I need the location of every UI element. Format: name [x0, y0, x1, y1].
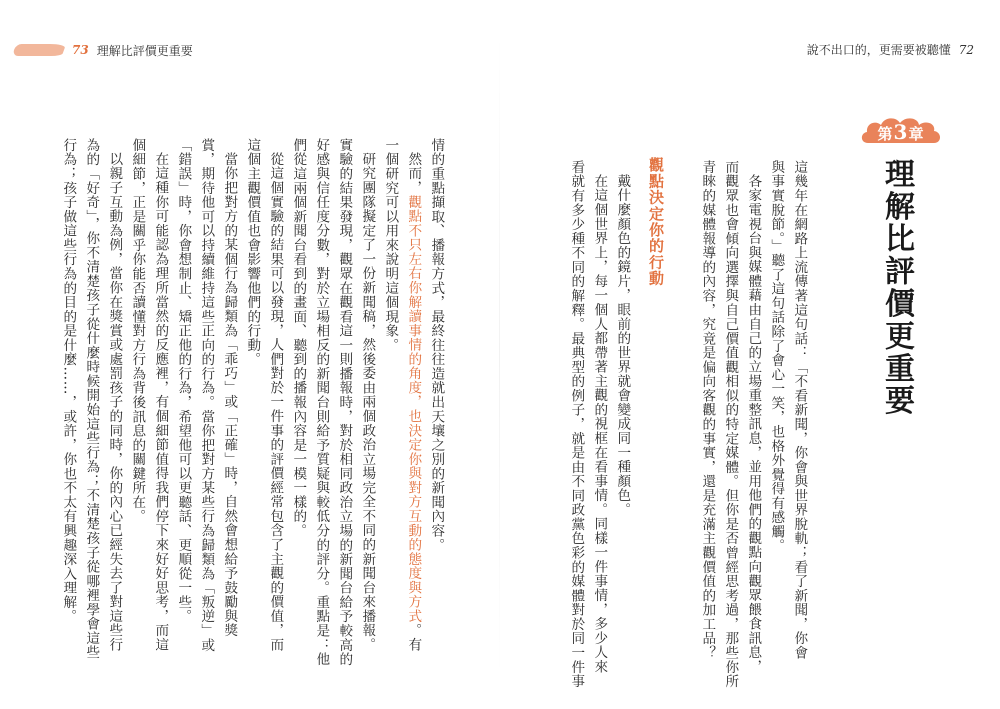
body-line: 實驗的結果發現，觀眾在觀看這一則播報時，對於相同政治立場的新聞台給予較高的 — [336, 138, 353, 667]
body-line: 然而，觀點不只左右你解讀事情的角度，也決定你與對方互動的態度與方式。有 — [405, 152, 422, 652]
body-line: 這幾年在網路上流傳著這句話：「不看新聞，你會與世界脫軌；看了新聞，你會 — [791, 160, 808, 660]
body-line: 好感與信任度分數，對於立場相反的新聞台則給予質疑與較低分的評分。重點是：他 — [313, 138, 330, 667]
body-line: 當你把對方的某個行為歸類為「乖巧」或「正確」時，自然會想給予鼓勵與獎 — [221, 152, 238, 638]
body-line: 從這個實驗的結果可以發現，人們對於一件事的評價經常包含了主觀的價值，而 — [267, 152, 284, 652]
right-running-title: 說不出口的，更需要被聽懂 — [806, 43, 951, 57]
chapter-label: 第3章 — [877, 120, 925, 144]
right-page-number: 72 — [958, 42, 974, 57]
right-running-head — [807, 41, 974, 58]
body-line: 研究團隊擬定了一份新聞稿，然後委由兩個政治立場完全不同的新聞台來播報。 — [359, 152, 376, 652]
body-line: 賞，期待他可以持續維持這些正向的行為。當你把對方某些行為歸類為「叛逆」或 — [198, 138, 215, 653]
body-line: 「錯誤」時，你會想制止、矯正他的行為，希望他可以更聽話、更順從一些。 — [175, 138, 192, 624]
chapter-title: 理解比評價更重要 — [879, 158, 914, 418]
body-line: 情的重點擷取、播報方式，最終往往造就出天壤之別的新聞內容。 — [428, 138, 445, 553]
body-line: 青睞的媒體報導的內容，究竟是偏向客觀的事實，還是充滿主觀價值的加工品？ — [699, 160, 716, 660]
highlight-text: 觀點不只左右你解讀事情的角度，也決定你與對方互動的態度與方式 — [405, 194, 422, 624]
chapter-badge — [858, 113, 944, 149]
left-page-number: 73 — [72, 43, 89, 57]
body-line: 這個主觀價值也會影響他們的行動。 — [244, 138, 261, 367]
body-line: 看就有多少種不同的解釋。最典型的例子，就是由不同政黨色彩的媒體對於同一件事 — [568, 160, 585, 689]
left-running-head — [14, 36, 193, 64]
brush-stroke-icon — [14, 41, 64, 59]
left-running-title: 理解比評價更重要 — [96, 43, 193, 58]
body-line: 為的「好奇」，你不清楚孩子從什麼時候開始這些行為；不清楚孩子從哪裡學會這些 — [83, 138, 100, 660]
section-heading: 觀點決定你的行動 — [647, 157, 665, 287]
body-line: 個細節，正是關乎你能否讀懂對方行為背後訊息的關鍵所在。 — [129, 138, 146, 524]
body-line: 一個研究可以用來說明這個現象。 — [382, 138, 399, 353]
page-gutter — [499, 30, 500, 680]
body-line: 各家電視台與媒體藉由自己的立場重整訊息，並用他們的觀點向觀眾餵食訊息， — [745, 174, 762, 674]
body-line: 與事實脫節。」聽了這句話除了會心一笑，也格外覺得有感觸。 — [768, 160, 785, 554]
body-line: 們從這兩個新聞台看到的畫面、聽到的播報內容是一模一樣的。 — [290, 138, 307, 538]
body-line: 在這個世界上，每一個人都帶著主觀的視框在看事情。同樣一件事情，多少人來 — [591, 174, 608, 674]
body-line: 在這種你可能認為理所當然的反應裡，有個細節值得我們停下來好好思考，而這 — [152, 152, 169, 652]
body-line: 以親子互動為例，當你在獎賞或處罰孩子的同時，你的內心已經失去了對這些行 — [106, 152, 123, 652]
body-line: 行為；孩子做這些行為的目的是什麼……，或許，你也不太有興趣深入理解。 — [60, 138, 77, 624]
body-line: 而觀眾也會傾向選擇與自己價值觀相似的特定媒體。但你是否曾經思考過，那些你所 — [722, 160, 739, 689]
body-line: 戴什麼顏色的鏡片，眼前的世界就會變成同一種顏色。 — [614, 174, 631, 517]
